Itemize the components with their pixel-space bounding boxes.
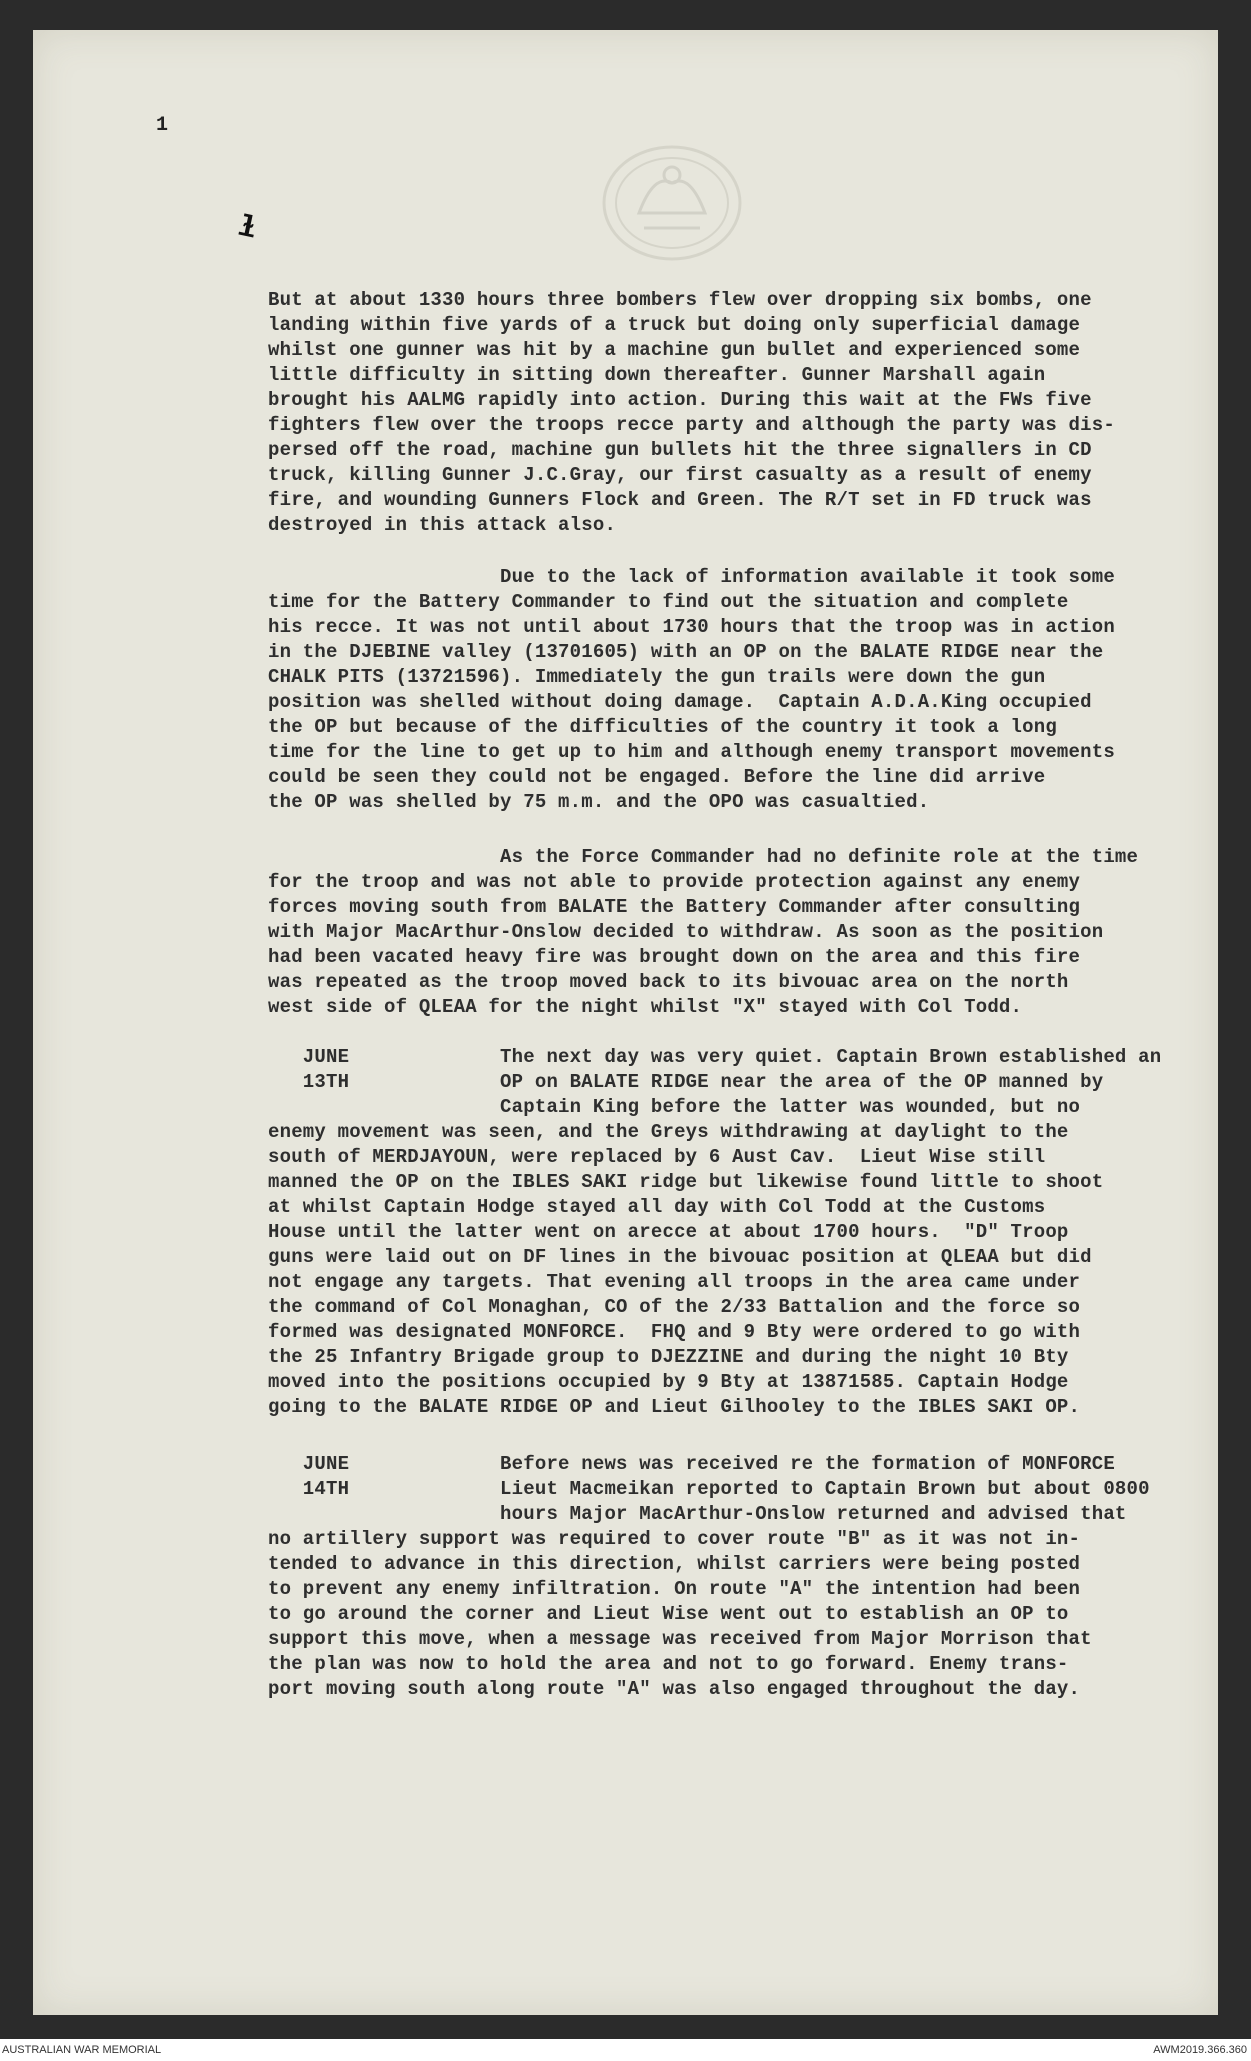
embossed-seal-icon xyxy=(599,143,745,263)
text-line: whilst one gunner was hit by a machine gun bullet and experienced some xyxy=(268,339,1081,361)
text-line: enemy movement was seen, and the Greys withdrawing at daylight to the xyxy=(268,1121,1069,1143)
text-line: tended to advance in this direction, whilst carriers were being posted xyxy=(268,1553,1081,1575)
text-line: had been vacated heavy fire was brought down on the area and this fire xyxy=(268,946,1081,968)
text-line: in the DJEBINE valley (13701605) with an OP on the BALATE RIDGE near the xyxy=(268,641,1104,663)
text-line: the 25 Infantry Brigade group to DJEZZINE and during the night 10 Bty xyxy=(268,1346,1069,1368)
text-line: at whilst Captain Hodge stayed all day with Col Todd at the Customs xyxy=(268,1196,1046,1218)
text-line: manned the OP on the IBLES SAKI ridge but likewise found little to shoot xyxy=(268,1171,1104,1193)
text-line: was repeated as the troop moved back to its bivouac area on the north xyxy=(268,971,1069,993)
paragraph-p1 xyxy=(268,288,1115,538)
text-line: going to the BALATE RIDGE OP and Lieut Gilhooley to the IBLES SAKI OP. xyxy=(268,1396,1081,1418)
handwritten-tick-mark: ɫ xyxy=(234,210,260,248)
text-line: JUNE The next day was very quiet. Captain Brown established an xyxy=(268,1046,1162,1068)
text-line: west side of QLEAA for the night whilst "X" stayed with Col Todd. xyxy=(268,996,1023,1018)
text-line: JUNE Before news was received re the formation of MONFORCE xyxy=(268,1453,1115,1475)
text-line: with Major MacArthur-Onslow decided to withdraw. As soon as the position xyxy=(268,921,1104,943)
text-line: CHALK PITS (13721596). Immediately the gun trails were down the gun xyxy=(268,666,1046,688)
text-line: landing within five yards of a truck but doing only superficial damage xyxy=(268,314,1081,336)
text-line: the OP was shelled by 75 m.m. and the OPO was casualtied. xyxy=(268,791,930,813)
text-line: the OP but because of the difficulties of the country it took a long xyxy=(268,716,1057,738)
archive-footer xyxy=(0,2039,1251,2061)
text-line: destroyed in this attack also. xyxy=(268,514,617,536)
text-line: time for the line to get up to him and although enemy transport movements xyxy=(268,741,1115,763)
text-line: support this move, when a message was received from Major Morrison that xyxy=(268,1628,1092,1650)
text-line: brought his AALMG rapidly into action. During this wait at the FWs five xyxy=(268,389,1092,411)
text-line: his recce. It was not until about 1730 hours that the troop was in action xyxy=(268,616,1115,638)
text-line: could be seen they could not be engaged. Before the line did arrive xyxy=(268,766,1046,788)
text-line: time for the Battery Commander to find out the situation and complete xyxy=(268,591,1069,613)
footer-institution: AUSTRALIAN WAR MEMORIAL xyxy=(2,2044,162,2056)
paragraph-p3 xyxy=(268,845,1138,1020)
paragraph-p5 xyxy=(268,1452,1150,1702)
text-line: persed off the road, machine gun bullets hit the three signallers in CD xyxy=(268,439,1092,461)
text-line: not engage any targets. That evening all troops in the area came under xyxy=(268,1271,1081,1293)
text-line: formed was designated MONFORCE. FHQ and 9 Bty were ordered to go with xyxy=(268,1321,1081,1343)
footer-reference: AWM2019.366.360 xyxy=(1153,2044,1247,2056)
text-line: fire, and wounding Gunners Flock and Green. The R/T set in FD truck was xyxy=(268,489,1092,511)
text-line: forces moving south from BALATE the Battery Commander after consulting xyxy=(268,896,1081,918)
text-line: moved into the positions occupied by 9 Bty at 13871585. Captain Hodge xyxy=(268,1371,1069,1393)
text-line: 13TH OP on BALATE RIDGE near the area of the OP manned by xyxy=(268,1071,1104,1093)
text-line: south of MERDJAYOUN, were replaced by 6 Aust Cav. Lieut Wise still xyxy=(268,1146,1046,1168)
text-line: House until the latter went on arecce at about 1700 hours. "D" Troop xyxy=(268,1221,1069,1243)
text-line: Captain King before the latter was wounded, but no xyxy=(268,1096,1081,1118)
text-line: Due to the lack of information available it took some xyxy=(268,566,1115,588)
text-line: truck, killing Gunner J.C.Gray, our first casualty as a result of enemy xyxy=(268,464,1092,486)
text-line: hours Major MacArthur-Onslow returned and advised that xyxy=(268,1503,1127,1525)
text-line: to go around the corner and Lieut Wise went out to establish an OP to xyxy=(268,1603,1069,1625)
text-line: the plan was now to hold the area and not to go forward. Enemy trans- xyxy=(268,1653,1069,1675)
text-line: 14TH Lieut Macmeikan reported to Captain Brown but about 0800 xyxy=(268,1478,1150,1500)
paragraph-p4 xyxy=(268,1045,1161,1420)
text-line: little difficulty in sitting down thereafter. Gunner Marshall again xyxy=(268,364,1046,386)
text-line: to prevent any enemy infiltration. On route "A" the intention had been xyxy=(268,1578,1081,1600)
text-line: position was shelled without doing damage. Captain A.D.A.King occupied xyxy=(268,691,1092,713)
page-mark: 1 xyxy=(156,114,169,137)
text-line: fighters flew over the troops recce party and although the party was dis- xyxy=(268,414,1115,436)
text-line: no artillery support was required to cover route "B" as it was not in- xyxy=(268,1528,1081,1550)
text-line: the command of Col Monaghan, CO of the 2/33 Battalion and the force so xyxy=(268,1296,1081,1318)
text-line: But at about 1330 hours three bombers flew over dropping six bombs, one xyxy=(268,289,1092,311)
paragraph-p2 xyxy=(268,565,1115,815)
text-line: for the troop and was not able to provide protection against any enemy xyxy=(268,871,1081,893)
text-line: port moving south along route "A" was also engaged throughout the day. xyxy=(268,1678,1081,1700)
text-line: guns were laid out on DF lines in the bivouac position at QLEAA but did xyxy=(268,1246,1092,1268)
text-line: As the Force Commander had no definite role at the time xyxy=(268,846,1139,868)
